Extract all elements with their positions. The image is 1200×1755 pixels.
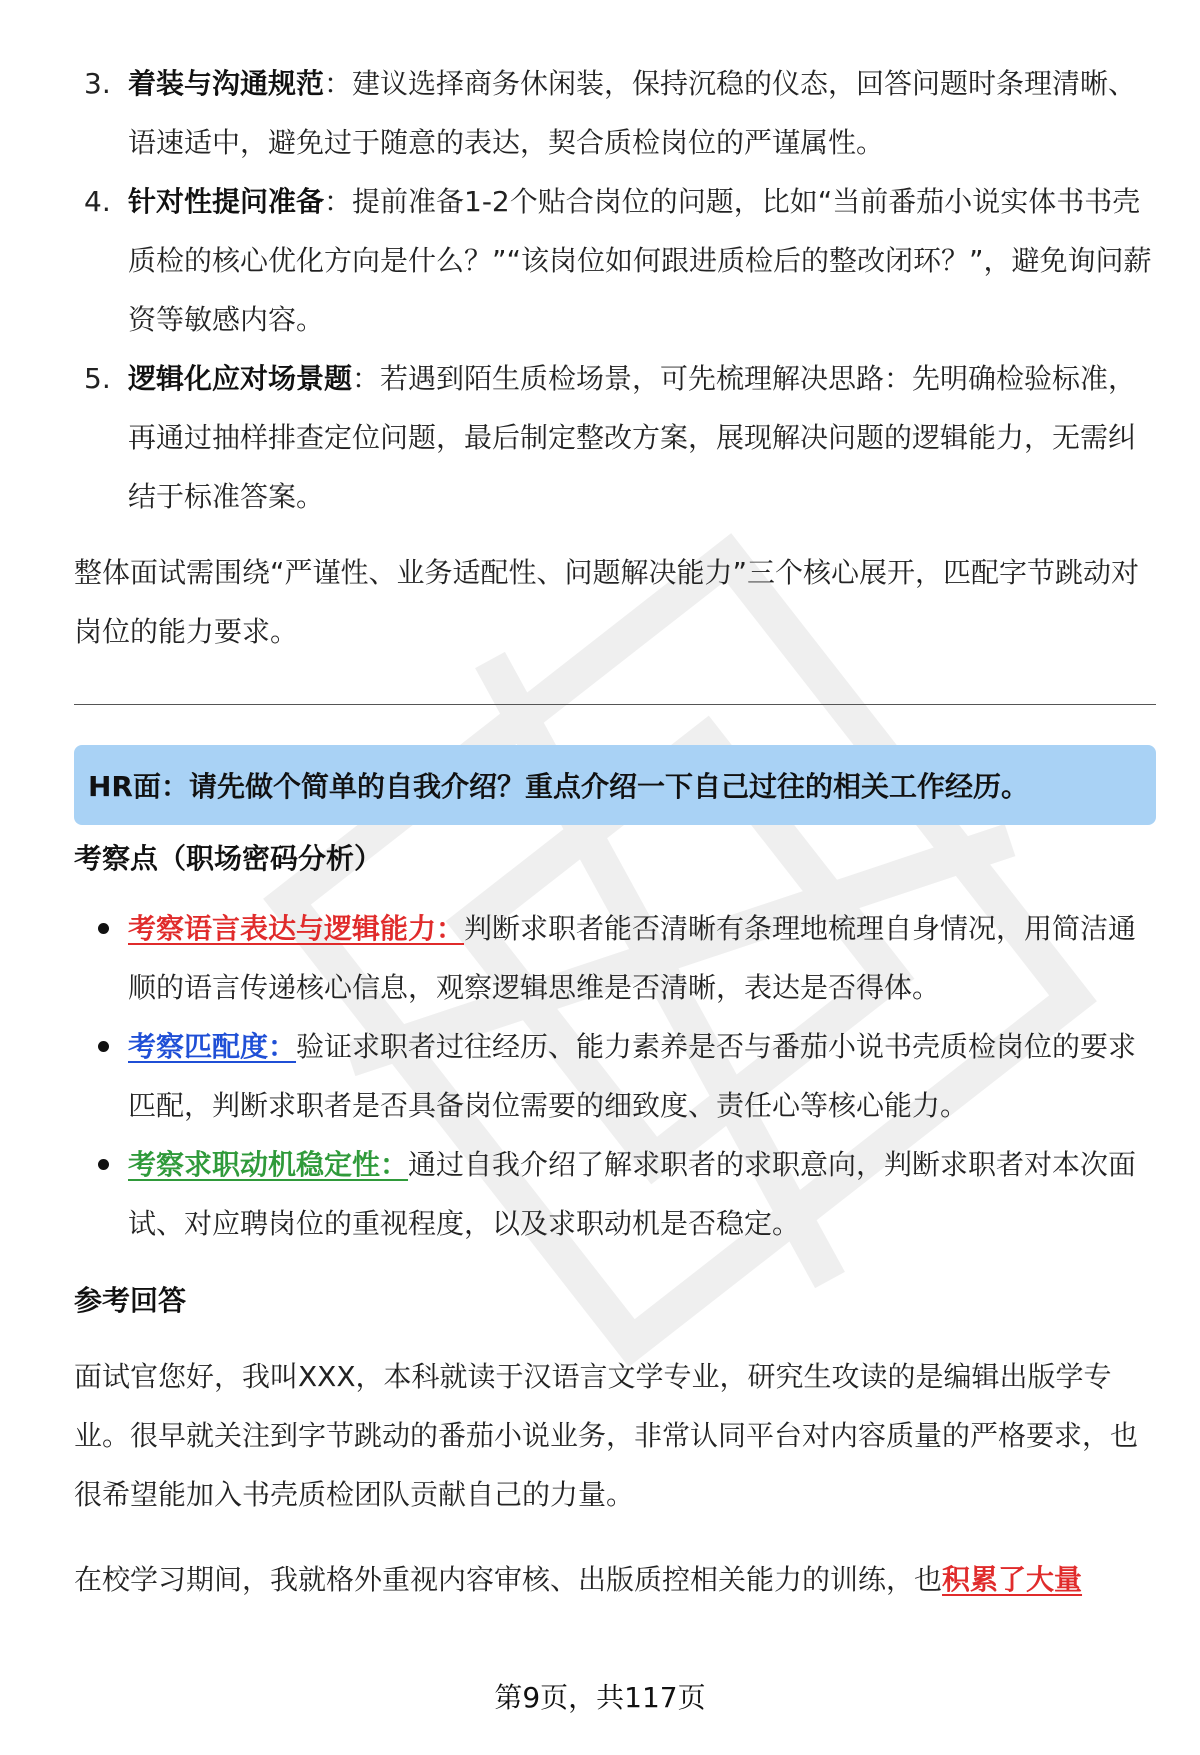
- point-keyword: 考察求职动机稳定性：: [128, 1148, 409, 1181]
- question-banner: [74, 745, 1156, 825]
- list-item: [74, 1017, 1154, 1135]
- list-item: [74, 899, 1154, 1017]
- list-number: 4.: [84, 185, 111, 218]
- bullet-icon: [98, 923, 109, 934]
- item-lead: 逻辑化应对场景题: [128, 362, 353, 395]
- point-keyword: 考察语言表达与逻辑能力：: [128, 912, 465, 945]
- point-text: 通过自我介绍了解求职者的求职意向，判断求职者对本次面试、对应聘岗位的重视程度，以及求职动机是否稳定。: [128, 1148, 1137, 1240]
- item-text: ：提前准备1-2个贴合岗位的问题，比如“当前番茄小说实体书书壳质检的核心优化方向是什么？”“该岗位如何跟进质检后的整改闭环？”，避免询问薪资等敏感内容。: [128, 185, 1152, 336]
- answer-highlight: 积累了大量: [942, 1563, 1083, 1596]
- list-item: [74, 172, 1154, 349]
- summary-paragraph: 整体面试需围绕“严谨性、业务适配性、问题解决能力”三个核心展开，匹配字节跳动对岗位的能力要求。: [74, 556, 1140, 648]
- bullet-icon: [98, 1159, 109, 1170]
- point-keyword: 考察匹配度：: [128, 1030, 297, 1063]
- list-number: 3.: [84, 67, 111, 100]
- main-content: [74, 54, 1154, 1609]
- list-item: [74, 54, 1154, 172]
- question-text: HR面：请先做个简单的自我介绍？重点介绍一下自己过往的相关工作经历。: [88, 770, 1029, 803]
- item-lead: 针对性提问准备: [128, 185, 325, 218]
- answer-paragraph: 面试官您好，我叫XXX，本科就读于汉语言文学专业，研究生攻读的是编辑出版学专业。很早就关注到字节跳动的番茄小说业务，非常认同平台对内容质量的严格要求，也很希望能加入书壳质检团队贡献自己的力量。: [74, 1360, 1139, 1511]
- item-text: ：建议选择商务休闲装，保持沉稳的仪态，回答问题时条理清晰、语速适中，避免过于随意的表达，契合质检岗位的严谨属性。: [128, 67, 1137, 159]
- list-item: [74, 1135, 1154, 1253]
- answer-paragraph: [74, 1550, 1154, 1609]
- points-heading: 考察点（职场密码分析）: [74, 842, 383, 875]
- point-text: 判断求职者能否清晰有条理地梳理自身情况，用简洁通顺的语言传递核心信息，观察逻辑思维是否清晰，表达是否得体。: [128, 912, 1137, 1004]
- answer-text: 在校学习期间，我就格外重视内容审核、出版质控相关能力的训练，也: [74, 1563, 943, 1596]
- answer-heading: 参考回答: [74, 1284, 187, 1317]
- list-number: 5.: [84, 362, 111, 395]
- point-text: 验证求职者过往经历、能力素养是否与番茄小说书壳质检岗位的要求匹配，判断求职者是否具备岗位需要的细致度、责任心等核心能力。: [128, 1030, 1137, 1122]
- list-item: [74, 349, 1154, 526]
- page-footer: 第9页，共117页: [494, 1681, 706, 1714]
- bullet-icon: [98, 1041, 109, 1052]
- item-text: ：若遇到陌生质检场景，可先梳理解决思路：先明确检验标准，再通过抽样排查定位问题，最后制定整改方案，展现解决问题的逻辑能力，无需纠结于标准答案。: [128, 362, 1137, 513]
- section-divider: [74, 704, 1156, 705]
- item-lead: 着装与沟通规范: [128, 67, 325, 100]
- points-list: [74, 899, 1154, 1253]
- tips-list: [74, 54, 1154, 526]
